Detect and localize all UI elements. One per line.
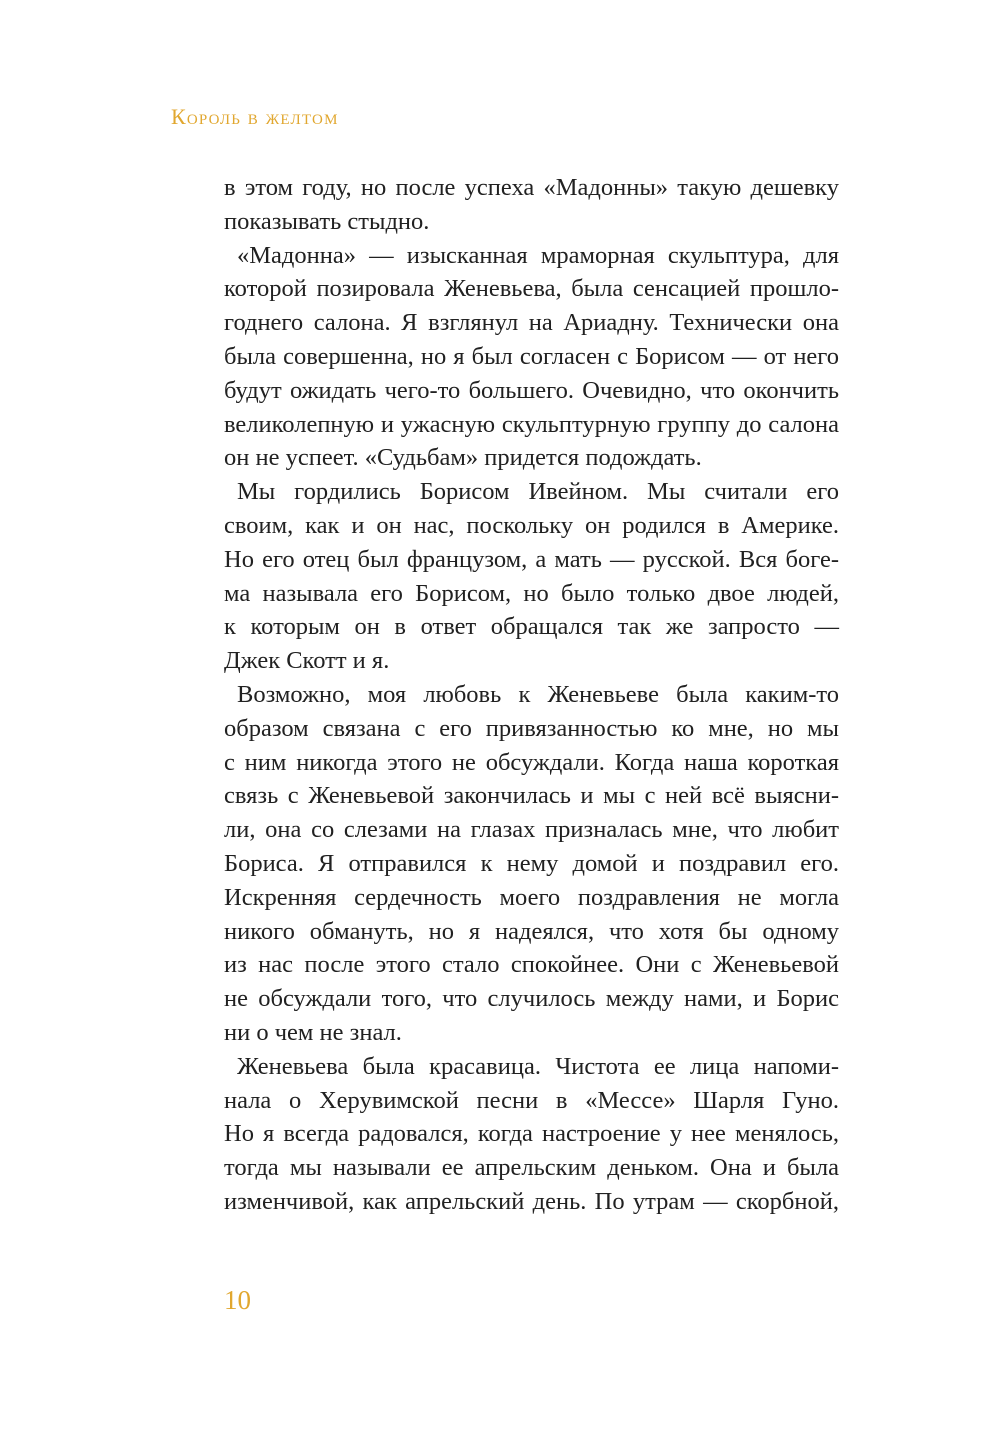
text-line: ма называла его Борисом, но было только двое людей, bbox=[224, 579, 839, 607]
text-line: никого обмануть, но я надеялся, что хотя бы одному bbox=[224, 917, 839, 945]
text-line: будут ожидать чего-то большего. Очевидно, что окончить bbox=[224, 376, 839, 404]
text-line: изменчивой, как апрельский день. По утрам — скорбной, bbox=[224, 1187, 839, 1215]
text-line: своим, как и он нас, поскольку он родился в Америке. bbox=[224, 511, 839, 539]
text-line: «Мадонна» — изысканная мраморная скульптура, для bbox=[237, 241, 839, 269]
text-line: показывать стыдно. bbox=[224, 207, 430, 235]
text-line: годнего салона. Я взглянул на Ариадну. Технически она bbox=[224, 309, 839, 337]
text-line: Женевьева была красавица. Чистота ее лица напоми- bbox=[237, 1052, 839, 1080]
text-line: тогда мы называли ее апрельским деньком. Она и была bbox=[224, 1154, 839, 1182]
paragraph bbox=[224, 475, 839, 678]
text-line: из нас после этого стало спокойнее. Они с Женевьевой bbox=[224, 951, 839, 979]
paragraph bbox=[224, 678, 839, 1050]
text-line: ни о чем не знал. bbox=[224, 1018, 402, 1046]
text-line: Но его отец был французом, а мать — русской. Вся боге- bbox=[224, 545, 839, 573]
page-number: 10 bbox=[224, 1285, 251, 1315]
running-header: Король в желтом bbox=[171, 104, 339, 129]
text-line: Джек Скотт и я. bbox=[224, 647, 390, 675]
text-line: была совершенна, но я был согласен с Борисом — от него bbox=[224, 342, 839, 370]
text-line: он не успеет. «Судьбам» придется подождать. bbox=[224, 444, 702, 472]
body-text bbox=[224, 171, 839, 1219]
text-line: Искренняя сердечность моего поздравления не могла bbox=[224, 883, 839, 911]
text-line: ли, она со слезами на глазах призналась мне, что любит bbox=[224, 816, 839, 844]
text-line: нала о Херувимской песни в «Мессе» Шарля Гуно. bbox=[224, 1086, 839, 1114]
text-line: в этом году, но после успеха «Мадонны» такую дешевку bbox=[224, 174, 839, 201]
text-line: Бориса. Я отправился к нему домой и поздравил его. bbox=[224, 849, 839, 877]
paragraph bbox=[224, 171, 839, 239]
text-line: не обсуждали того, что случилось между нами, и Борис bbox=[224, 985, 839, 1013]
text-line: с ним никогда этого не обсуждали. Когда наша короткая bbox=[224, 748, 839, 776]
text-line: к которым он в ответ обращался так же запросто — bbox=[224, 613, 839, 641]
text-line: Возможно, моя любовь к Женевьеве была каким-то bbox=[237, 680, 839, 708]
text-line: Но я всегда радовался, когда настроение у нее менялось, bbox=[224, 1120, 839, 1148]
paragraph bbox=[224, 1050, 839, 1219]
text-line: Мы гордились Борисом Ивейном. Мы считали его bbox=[237, 478, 839, 506]
text-line: которой позировала Женевьева, была сенсацией прошло- bbox=[224, 275, 839, 303]
text-line: связь с Женевьевой закончилась и мы с ней всё выясни- bbox=[224, 782, 839, 810]
text-line: великолепную и ужасную скульптурную группу до салона bbox=[224, 410, 839, 438]
text-line: образом связана с его привязанностью ко мне, но мы bbox=[224, 714, 839, 742]
paragraph bbox=[224, 239, 839, 476]
